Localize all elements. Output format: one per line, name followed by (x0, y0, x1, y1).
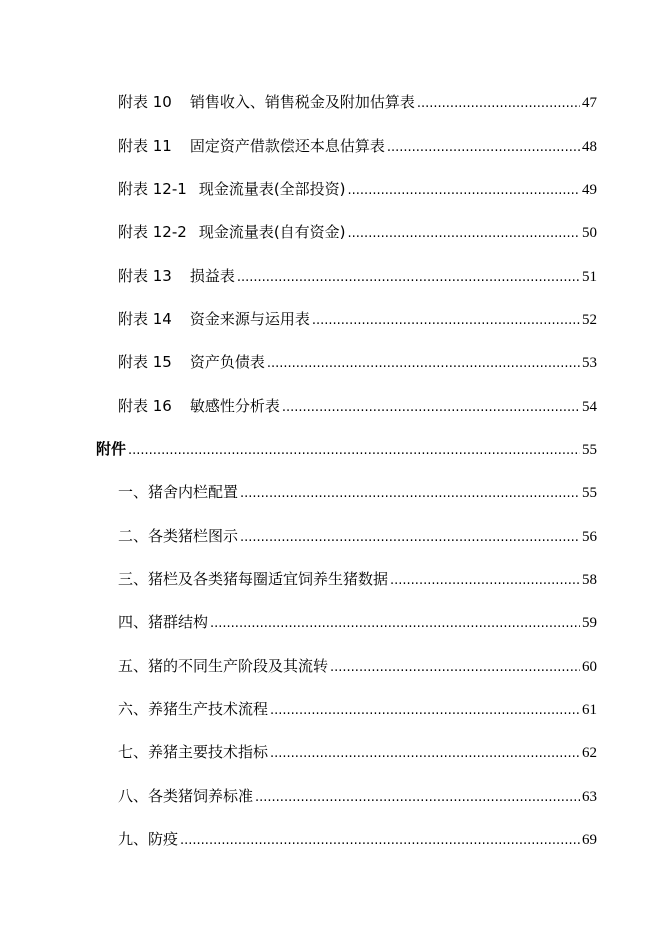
dot-leader (417, 94, 580, 114)
toc-entry-page: 62 (582, 745, 597, 761)
toc-entry-label (118, 266, 235, 286)
toc-entry[interactable] (118, 612, 597, 634)
toc-entry-title: 九、防疫 (118, 830, 179, 848)
toc-entry-number: 附表 11 (118, 137, 172, 155)
toc-entry-page: 49 (582, 182, 597, 198)
toc-entry-page: 69 (582, 832, 597, 848)
toc-entry-label (118, 136, 385, 156)
toc-entry[interactable] (118, 396, 597, 418)
toc-entry-title: 一、猪舍内栏配置 (118, 483, 239, 501)
toc-entry[interactable] (118, 526, 597, 548)
toc-entry-page: 55 (582, 442, 597, 458)
toc-entry-page: 48 (582, 139, 597, 155)
toc-entry-label (118, 179, 346, 199)
toc-entry-title: 六、养猪生产技术流程 (118, 700, 269, 718)
toc-entry-number: 附表 10 (118, 93, 172, 111)
toc-entry-page: 51 (582, 269, 597, 285)
toc-entry[interactable] (118, 482, 597, 504)
toc-entry-title: 固定资产借款偿还本息估算表 (189, 137, 385, 155)
toc-entry[interactable] (118, 829, 597, 851)
dot-leader (348, 224, 580, 244)
toc-entry-page: 53 (582, 355, 597, 371)
toc-entry-title: 八、各类猪饲养标准 (118, 787, 254, 805)
toc-entry-title: 现金流量表(全部投资) (198, 180, 346, 198)
dot-leader (240, 528, 580, 548)
dot-leader (270, 701, 580, 721)
dot-leader (282, 398, 580, 418)
toc-entry[interactable] (118, 656, 597, 678)
toc-entry-number: 附表 16 (118, 397, 172, 415)
toc-entry-page: 61 (582, 702, 597, 718)
toc-entry[interactable] (118, 352, 597, 374)
toc-entry-title: 资金来源与运用表 (189, 310, 310, 328)
toc-entry[interactable] (118, 309, 597, 331)
dot-leader (128, 441, 580, 461)
toc-entry-title: 五、猪的不同生产阶段及其流转 (118, 657, 329, 675)
toc-entry[interactable] (118, 92, 597, 114)
toc-entry-title: 现金流量表(自有资金) (198, 223, 346, 241)
toc-entry-title: 二、各类猪栏图示 (118, 527, 239, 545)
dot-leader (390, 571, 580, 591)
toc-entry-title: 四、猪群结构 (118, 613, 209, 631)
toc-entry[interactable] (118, 742, 597, 764)
toc-entry-label (118, 309, 310, 329)
dot-leader (330, 658, 580, 678)
dot-leader (312, 311, 580, 331)
dot-leader (210, 614, 580, 634)
toc-entry-page: 55 (582, 485, 597, 501)
toc-entry-title: 敏感性分析表 (189, 397, 280, 415)
toc-entry-label (118, 222, 346, 242)
toc-entry-number: 附表 14 (118, 310, 172, 328)
toc-entry-number: 附表 12-1 (118, 180, 187, 198)
dot-leader (348, 181, 580, 201)
toc-entry-page: 63 (582, 789, 597, 805)
toc-entry-page: 59 (582, 615, 597, 631)
dot-leader (255, 788, 580, 808)
dot-leader (240, 484, 580, 504)
toc-entry[interactable] (118, 786, 597, 808)
dot-leader (270, 744, 580, 764)
toc-entry-label (118, 352, 265, 372)
toc-entry[interactable] (118, 266, 597, 288)
dot-leader (237, 268, 580, 288)
toc-entry-page: 54 (582, 399, 597, 415)
toc-entry-number: 附表 13 (118, 267, 172, 285)
toc-entry-title: 三、猪栏及各类猪每圈适宜饲养生猪数据 (118, 570, 389, 588)
dot-leader (180, 831, 580, 851)
toc-entry-title: 损益表 (189, 267, 235, 285)
dot-leader (387, 138, 580, 158)
toc-entry[interactable] (118, 136, 597, 158)
toc-entry-label (118, 92, 415, 112)
toc-entry-page: 47 (582, 95, 597, 111)
toc-entry[interactable] (118, 179, 597, 201)
toc-entry[interactable] (118, 222, 597, 244)
toc-entry[interactable] (118, 699, 597, 721)
toc-entry-title: 附件 (96, 440, 127, 458)
toc-entry-title: 销售收入、销售税金及附加估算表 (189, 93, 415, 111)
toc-entry-page: 56 (582, 529, 597, 545)
toc-entry-page: 58 (582, 572, 597, 588)
toc-entry-number: 附表 15 (118, 353, 172, 371)
toc-entry-title: 七、养猪主要技术指标 (118, 743, 269, 761)
toc-entry-number: 附表 12-2 (118, 223, 187, 241)
dot-leader (267, 354, 580, 374)
toc-entry[interactable] (118, 569, 597, 591)
toc-entry-title: 资产负债表 (189, 353, 265, 371)
toc-entry-page: 60 (582, 659, 597, 675)
toc-entry-label (118, 396, 280, 416)
toc-section-heading[interactable] (96, 439, 597, 461)
toc-entry-page: 52 (582, 312, 597, 328)
toc-entry-page: 50 (582, 225, 597, 241)
